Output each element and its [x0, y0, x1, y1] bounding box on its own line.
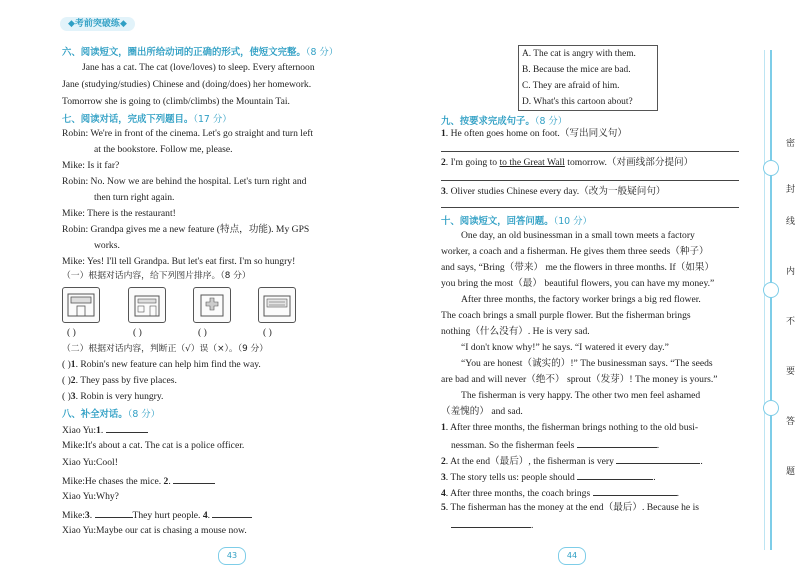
- cinema-picture: [62, 287, 100, 323]
- answer-blank[interactable]: [593, 486, 677, 496]
- s6-line-2: Jane (studying/studies) Chinese and (doing/does) her homework.: [62, 79, 312, 90]
- rewrite-item: 2. I'm going to to the Great Wall tomorrow.（对画线部分提问）: [441, 157, 694, 168]
- question-item: 3. The story tells us: people should .: [441, 472, 656, 483]
- question-item: 2. At the end（最后）, the fisherman is very .: [441, 456, 703, 467]
- hospital-picture: [193, 287, 231, 323]
- answer-blank[interactable]: [577, 438, 657, 448]
- dialogue-line: then turn right again.: [94, 192, 175, 203]
- passage-line: After three months, the factory worker brings a big red flower.: [461, 294, 701, 305]
- choice-d: D. What's this cartoon about?: [522, 97, 633, 107]
- question-item: 1. After three months, the fisherman brings nothing to the old busi-: [441, 422, 699, 433]
- cinema-icon: [63, 288, 99, 322]
- judgment-item[interactable]: ( )3. Robin is very hungry.: [62, 391, 164, 402]
- cloze-line: Xiao Yu:Cool!: [62, 457, 118, 468]
- cloze-line: Mike:3. They hurt people. 4.: [62, 508, 252, 522]
- question-item: .: [451, 518, 533, 532]
- picture-bracket[interactable]: ( ): [67, 327, 76, 338]
- cloze-line: Mike:He chases the mice. 2.: [62, 474, 215, 488]
- passage-line: The fisherman is very happy. The other two men feel ashamed: [461, 390, 701, 401]
- question-item: 5. The fisherman has the money at the end（最后）. Because he is: [441, 502, 699, 513]
- dialogue-line: Mike: Yes! I'll tell Grandpa. But let's eat first. I'm so hungry!: [62, 256, 296, 267]
- rewrite-item: 3. Oliver studies Chinese every day.（改为一般疑问句）: [441, 186, 666, 197]
- margin-char: 线: [786, 217, 796, 227]
- margin-char: 题: [786, 467, 796, 477]
- margin-char: 不: [786, 317, 796, 327]
- margin-char: 答: [786, 417, 796, 427]
- answer-blank[interactable]: [616, 454, 700, 464]
- section-8-title: 八、补全对话。（8 分）: [62, 409, 161, 420]
- seal-line: [770, 50, 772, 550]
- cloze-line: Xiao Yu:Why?: [62, 491, 119, 502]
- restaurant-icon: [259, 288, 295, 322]
- bookstore-icon: [129, 288, 165, 322]
- choices-box: [518, 45, 658, 111]
- choice-a: A. The cat is angry with them.: [522, 49, 636, 59]
- dialogue-line: Mike: Is it far?: [62, 160, 120, 171]
- margin-char: 内: [786, 267, 796, 277]
- passage-line: The coach brings a small purple flower. But the fisherman brings: [441, 310, 691, 321]
- hospital-icon: [194, 288, 230, 322]
- restaurant-picture: [258, 287, 296, 323]
- part-1-title: （一）根据对话内容，给下列图片排序。（8 分）: [62, 271, 251, 281]
- binding-hole: [763, 282, 779, 298]
- dialogue-line: Robin: Grandpa gives me a new feature (特点，功能). My GPS: [62, 224, 310, 235]
- passage-line: worker, a coach and a fisherman. He gives them three seeds（种子）: [441, 246, 709, 257]
- s6-line-3: Tomorrow she is going to (climb/climbs) the Mountain Tai.: [62, 96, 290, 107]
- page-number-left: 43: [218, 547, 246, 565]
- passage-line: “You are honest（诚实的）!” The businessman says. “The seeds: [461, 358, 713, 369]
- dialogue-line: works.: [94, 240, 120, 251]
- cloze-line: Xiao Yu:Maybe our cat is chasing a mouse now.: [62, 525, 247, 536]
- question-item: 4. After three months, the coach brings .: [441, 488, 679, 499]
- margin-char: 密: [786, 139, 796, 149]
- binding-hole: [763, 400, 779, 416]
- margin-char: 要: [786, 367, 796, 377]
- question-item: nessman. So the fisherman feels .: [451, 440, 660, 451]
- choice-c: C. They are afraid of him.: [522, 81, 620, 91]
- picture-bracket[interactable]: ( ): [198, 327, 207, 338]
- dialogue-line: Mike: There is the restaurant!: [62, 208, 176, 219]
- answer-blank[interactable]: [212, 508, 252, 518]
- answer-blank[interactable]: [95, 508, 133, 518]
- answer-line[interactable]: [441, 207, 739, 208]
- answer-blank[interactable]: [577, 470, 653, 480]
- part-2-title: （二）根据对话内容，判断正（√）误（×）。（9 分）: [62, 344, 269, 354]
- passage-line: are bad and will never（绝不） sprout（发芽）! The money is yours.”: [441, 374, 718, 385]
- section-10-title: 十、阅读短文，回答问题。（10 分）: [441, 216, 592, 227]
- cloze-line: Xiao Yu:1.: [62, 423, 148, 437]
- answer-line[interactable]: [441, 151, 739, 152]
- section-banner: ◆考前突破练◆: [60, 17, 135, 31]
- section-6-title: 六、阅读短文，圈出所给动词的正确的形式，使短文完整。（8 分）: [62, 47, 339, 58]
- margin-char: 封: [786, 185, 796, 195]
- dialogue-line: Robin: No. Now we are behind the hospital. Let's turn right and: [62, 176, 307, 187]
- judgment-item[interactable]: ( )1. Robin's new feature can help him find the way.: [62, 359, 261, 370]
- choice-b: B. Because the mice are bad.: [522, 65, 631, 75]
- passage-line: “I don't know why!” he says. “I watered it every day.”: [461, 342, 669, 353]
- answer-line[interactable]: [441, 180, 739, 181]
- cloze-line: Mike:It's about a cat. The cat is a police officer.: [62, 440, 245, 451]
- binding-hole: [763, 160, 779, 176]
- passage-line: One day, an old businessman in a small town meets a factory: [461, 230, 695, 241]
- section-9-title: 九、按要求完成句子。（8 分）: [441, 116, 568, 127]
- passage-line: and says, “Bring（带来） me the flowers in three months. If（如果）: [441, 262, 715, 273]
- s6-line-1: Jane has a cat. The cat (love/loves) to sleep. Every afternoon: [82, 62, 315, 73]
- rewrite-item: 1. He often goes home on foot.（写出同义句）: [441, 128, 627, 139]
- passage-line: nothing（什么没有）. He is very sad.: [441, 326, 590, 337]
- answer-blank[interactable]: [106, 423, 148, 433]
- picture-bracket[interactable]: ( ): [133, 327, 142, 338]
- passage-line: （羞愧的） and sad.: [441, 406, 523, 417]
- dialogue-line: Robin: We're in front of the cinema. Let's go straight and turn left: [62, 128, 314, 139]
- dialogue-line: at the bookstore. Follow me, please.: [94, 144, 233, 155]
- section-7-title: 七、阅读对话，完成下列题目。（17 分）: [62, 114, 232, 125]
- judgment-item[interactable]: ( )2. They pass by five places.: [62, 375, 177, 386]
- answer-blank[interactable]: [173, 474, 215, 484]
- page-number-right: 44: [558, 547, 586, 565]
- seal-line-inner: [764, 50, 765, 550]
- passage-line: you bring the most（最） beautiful flowers, you can have my money.”: [441, 278, 715, 289]
- picture-bracket[interactable]: ( ): [263, 327, 272, 338]
- answer-blank[interactable]: [451, 518, 531, 528]
- bookstore-picture: [128, 287, 166, 323]
